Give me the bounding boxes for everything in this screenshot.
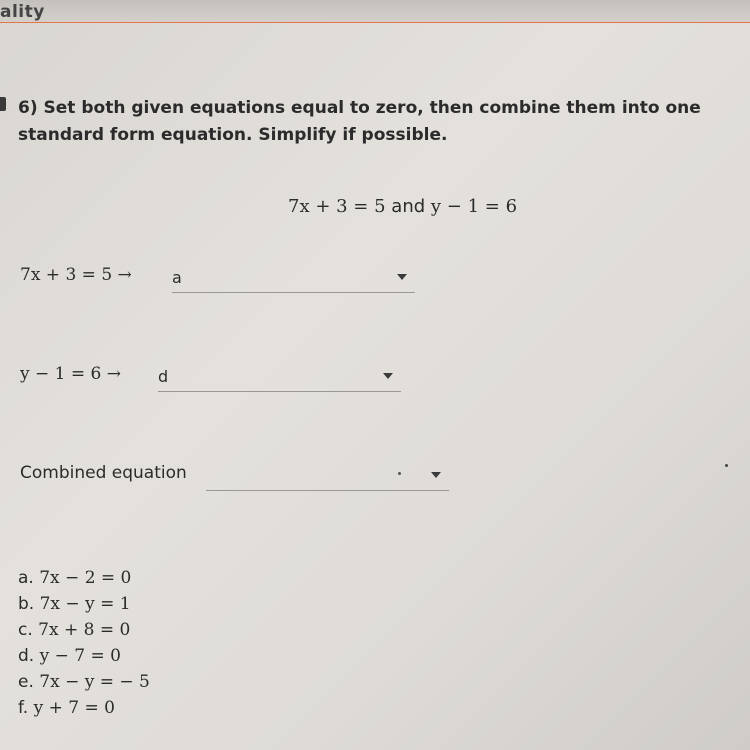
answer-options-list [18, 565, 150, 721]
list-item [18, 617, 150, 643]
row-1-label: 7x + 3 = 5 → [20, 265, 132, 285]
row-2-dropdown[interactable] [158, 367, 401, 392]
given-equation-2: y − 1 = 6 [430, 196, 518, 217]
option-equation: y − 7 = 0 [39, 646, 121, 666]
option-equation: 7x − y = 1 [39, 594, 131, 614]
given-joiner: and [391, 196, 426, 217]
list-item [18, 565, 150, 591]
list-item [18, 643, 150, 669]
chevron-down-icon [431, 472, 441, 478]
list-item [18, 591, 150, 617]
option-letter: a. [18, 568, 34, 588]
row-1-label-group [20, 265, 132, 285]
question-marker [0, 97, 6, 111]
list-item [18, 669, 150, 695]
question-text [18, 95, 748, 149]
row-1-dropdown[interactable] [172, 268, 415, 293]
screen-speck [725, 464, 728, 467]
given-equations [288, 196, 517, 217]
list-item [18, 695, 150, 721]
row-2-selected-value: d [158, 367, 169, 386]
option-letter: c. [18, 620, 33, 640]
cursor-speck [398, 472, 401, 475]
given-equation-1: 7x + 3 = 5 [288, 196, 386, 217]
option-equation: y + 7 = 0 [33, 698, 115, 718]
browser-top-strip [0, 0, 750, 23]
row-2-label: y − 1 = 6 → [20, 364, 121, 384]
option-equation: 7x + 8 = 0 [38, 620, 131, 640]
row-2-label-group [20, 364, 121, 384]
option-equation: 7x − y = − 5 [39, 672, 150, 692]
row-3-label: Combined equation [20, 463, 187, 483]
option-letter: e. [18, 672, 34, 692]
question-number: 6) [18, 98, 38, 118]
row-1-selected-value: a [172, 268, 182, 287]
chevron-down-icon [383, 373, 393, 379]
option-letter: b. [18, 594, 35, 614]
option-letter: f. [18, 698, 29, 718]
question-prompt: Set both given equations equal to zero, then combine them into one standard form equation. Simplify if possible. [18, 98, 701, 145]
option-letter: d. [18, 646, 35, 666]
chevron-down-icon [397, 274, 407, 280]
page-title-fragment: ality [0, 2, 45, 22]
option-equation: 7x − 2 = 0 [39, 568, 132, 588]
combined-equation-dropdown[interactable] [206, 466, 449, 491]
